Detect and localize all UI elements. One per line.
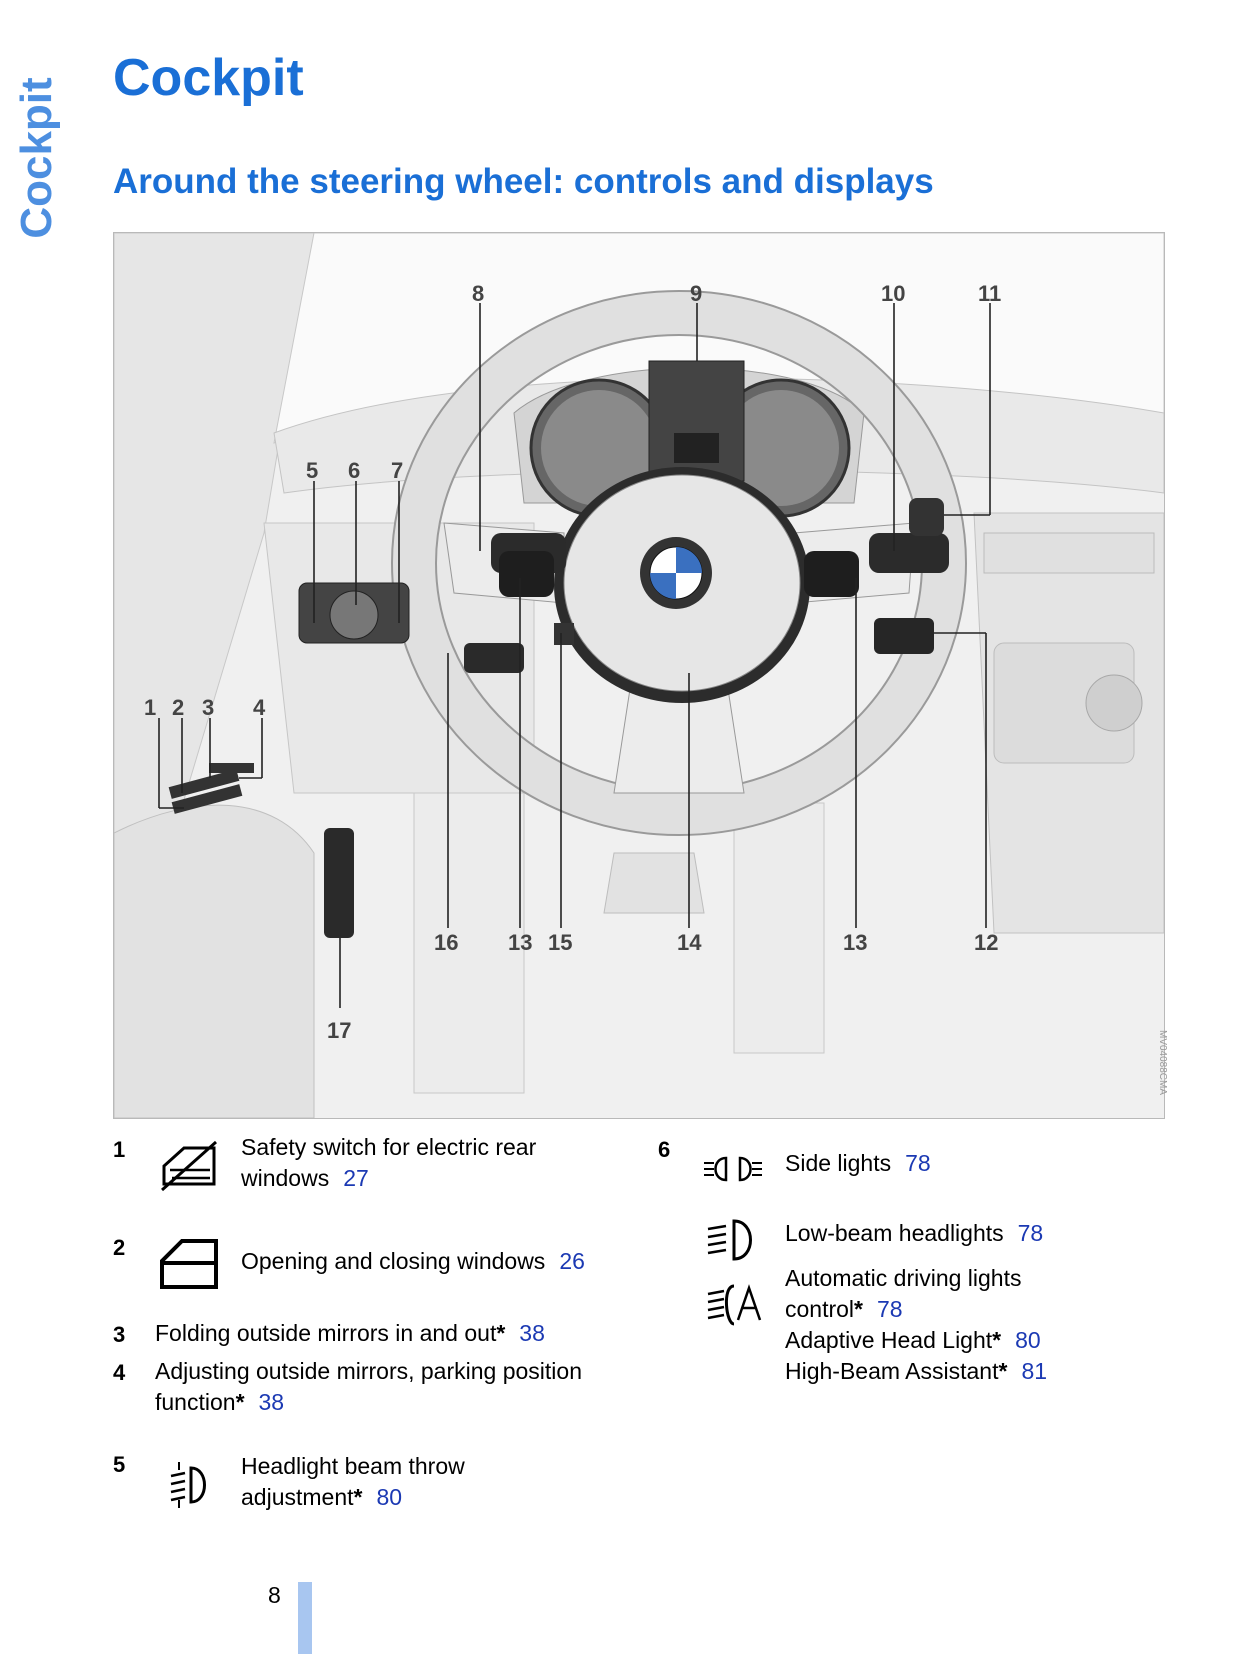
callout-14: 14	[677, 930, 702, 955]
page-title: Cockpit	[113, 49, 304, 107]
item-6e-star: *	[998, 1358, 1008, 1384]
item-3-text	[155, 1318, 545, 1349]
item-6a-line1: Side lights	[785, 1150, 892, 1176]
item-1-text	[241, 1132, 536, 1194]
callout-7: 7	[391, 458, 404, 483]
callout-9: 9	[690, 281, 703, 306]
page-marker-bar	[298, 1582, 312, 1654]
item-3-star: *	[496, 1320, 506, 1346]
section-title: Around the steering wheel: controls and displays	[113, 162, 934, 201]
item-4-text	[155, 1356, 582, 1418]
item-5-text	[241, 1451, 465, 1513]
item-5-page-ref[interactable]: 80	[376, 1484, 403, 1510]
item-1-page-ref[interactable]: 27	[343, 1165, 369, 1191]
item-2-page-ref[interactable]: 26	[559, 1248, 585, 1274]
item-4-star: *	[235, 1389, 245, 1415]
window-icon	[158, 1237, 220, 1291]
item-6c-text	[785, 1263, 1047, 1387]
callout-11: 11	[978, 281, 1002, 306]
item-6a-text	[785, 1148, 931, 1179]
item-2-line1: Opening and closing windows	[241, 1248, 546, 1274]
item-6c-page-ref[interactable]: 78	[877, 1296, 903, 1322]
callout-5: 5	[306, 458, 319, 483]
side-lights-icon	[702, 1155, 764, 1183]
callout-17: 17	[327, 1018, 352, 1043]
item-3-number: 3	[113, 1322, 126, 1347]
callout-2: 2	[172, 695, 185, 720]
page-number: 8	[268, 1582, 281, 1608]
item-3-line1: Folding outside mirrors in and out	[155, 1320, 497, 1346]
item-6c-line2: control	[785, 1296, 855, 1322]
item-5-line2: adjustment	[241, 1484, 354, 1510]
item-6d-page-ref[interactable]: 80	[1015, 1327, 1041, 1353]
callout-13-right: 13	[843, 930, 868, 955]
headlight-range-icon	[165, 1460, 215, 1510]
item-6c-line1: Automatic driving lights	[785, 1265, 1022, 1291]
item-6e-line1: High-Beam Assistant	[785, 1358, 999, 1384]
cockpit-illustration	[113, 232, 1165, 1119]
item-4-page-ref[interactable]: 38	[258, 1389, 285, 1415]
item-5-line1: Headlight beam throw	[241, 1453, 465, 1479]
item-1-line1: Safety switch for electric rear	[241, 1134, 537, 1160]
item-4-number: 4	[113, 1360, 126, 1385]
callout-8: 8	[472, 281, 485, 306]
callout-13-left: 13	[508, 930, 533, 955]
item-1-line2: windows	[241, 1165, 330, 1191]
item-6a-page-ref[interactable]: 78	[905, 1150, 931, 1176]
callout-12: 12	[974, 930, 999, 955]
callout-3: 3	[202, 695, 215, 720]
item-5-star: *	[353, 1484, 363, 1510]
low-beam-icon	[704, 1215, 760, 1265]
auto-lights-icon	[704, 1280, 766, 1330]
figure-code: MV04088CMA	[1157, 1030, 1168, 1096]
callout-15: 15	[548, 930, 573, 955]
window-lock-icon	[158, 1140, 220, 1192]
item-5-number: 5	[113, 1452, 126, 1477]
callout-1: 1	[144, 695, 157, 720]
callout-4: 4	[253, 695, 266, 720]
side-tab	[12, 58, 62, 258]
item-4-line1: Adjusting outside mirrors, parking position	[155, 1358, 582, 1384]
item-2-number: 2	[113, 1235, 126, 1260]
item-6b-page-ref[interactable]: 78	[1017, 1220, 1044, 1246]
item-1-number: 1	[113, 1137, 126, 1162]
item-6b-line1: Low-beam headlights	[785, 1220, 1004, 1246]
item-6b-text	[785, 1218, 1043, 1249]
item-6-number: 6	[658, 1137, 671, 1162]
item-3-page-ref[interactable]: 38	[519, 1320, 545, 1346]
item-6e-page-ref[interactable]: 81	[1021, 1358, 1048, 1384]
callout-6: 6	[348, 458, 361, 483]
callout-10: 10	[881, 281, 906, 306]
item-2-text	[241, 1246, 585, 1277]
side-tab-label: Cockpit	[12, 77, 61, 239]
item-6d-line1: Adaptive Head Light	[785, 1327, 993, 1353]
item-6c-star: *	[854, 1296, 863, 1322]
item-6d-star: *	[992, 1327, 1002, 1353]
callout-16: 16	[434, 930, 459, 955]
item-4-line2: function	[155, 1389, 236, 1415]
